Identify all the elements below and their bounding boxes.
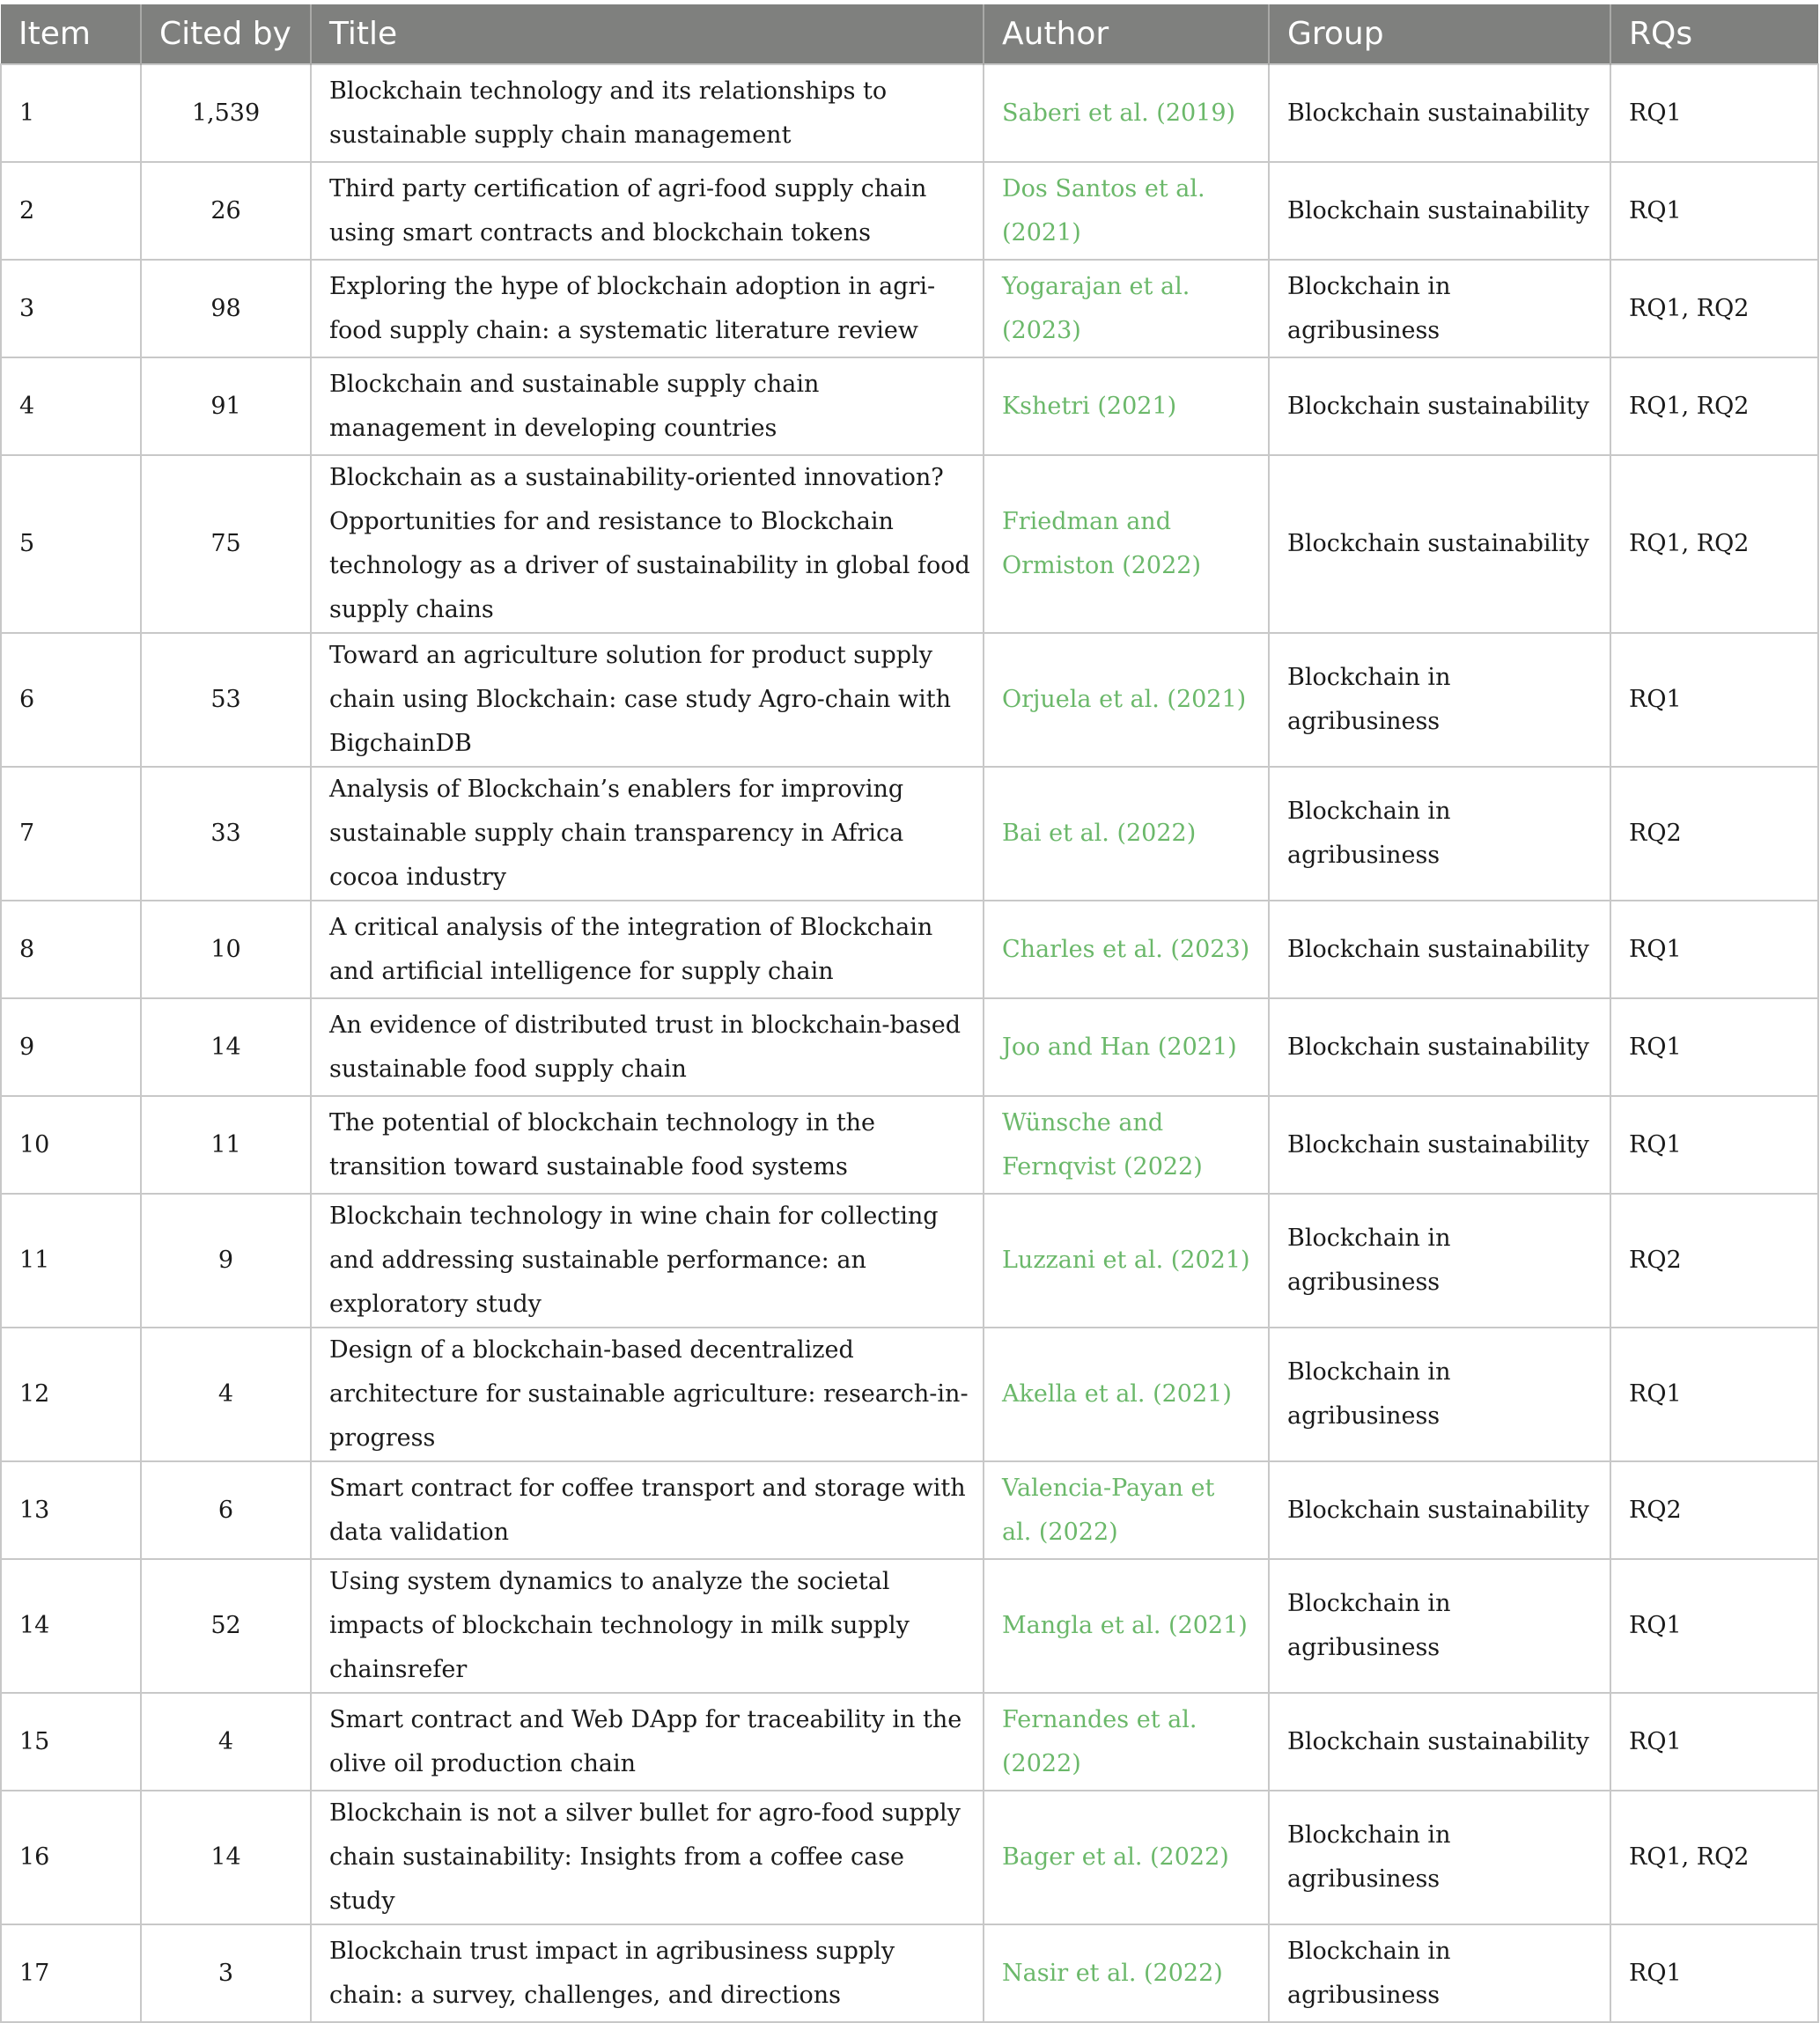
cell-item: 10 [1,1096,141,1194]
cell-title: Exploring the hype of blockchain adoption in agri-food supply chain: a systematic literature review [311,260,984,357]
cell-author-link[interactable]: Wünsche and Fernqvist (2022) [984,1096,1269,1194]
cell-author-link[interactable]: Saberi et al. (2019) [984,64,1269,162]
cell-rqs: RQ1 [1610,633,1818,767]
cell-author-link[interactable]: Akella et al. (2021) [984,1328,1269,1461]
cell-author-link[interactable]: Charles et al. (2023) [984,901,1269,998]
cell-cited-by: 91 [141,357,311,455]
cell-author-link[interactable]: Bager et al. (2022) [984,1791,1269,1924]
cell-group: Blockchain sustainability [1269,357,1610,455]
cell-cited-by: 6 [141,1461,311,1559]
cell-group: Blockchain in agribusiness [1269,633,1610,767]
cell-item: 6 [1,633,141,767]
cell-group: Blockchain sustainability [1269,998,1610,1096]
cell-title: An evidence of distributed trust in blockchain-based sustainable food supply chain [311,998,984,1096]
cell-rqs: RQ1, RQ2 [1610,357,1818,455]
cell-item: 2 [1,162,141,260]
cell-group: Blockchain sustainability [1269,455,1610,633]
cell-group: Blockchain in agribusiness [1269,767,1610,901]
cell-group: Blockchain sustainability [1269,1461,1610,1559]
cell-rqs: RQ2 [1610,1461,1818,1559]
cell-item: 15 [1,1693,141,1791]
table-row [1,901,1818,998]
cell-cited-by: 52 [141,1559,311,1693]
cell-author-link[interactable]: Fernandes et al. (2022) [984,1693,1269,1791]
cell-rqs: RQ1 [1610,1693,1818,1791]
cell-rqs: RQ1 [1610,1096,1818,1194]
cell-item: 9 [1,998,141,1096]
cell-rqs: RQ1, RQ2 [1610,260,1818,357]
table-row [1,260,1818,357]
cell-cited-by: 14 [141,998,311,1096]
cell-group: Blockchain in agribusiness [1269,1791,1610,1924]
cell-title: Toward an agriculture solution for product supply chain using Blockchain: case study Agro-chain with BigchainDB [311,633,984,767]
cell-author-link[interactable]: Orjuela et al. (2021) [984,633,1269,767]
cell-cited-by: 4 [141,1328,311,1461]
table-row [1,1194,1818,1328]
table-body [1,64,1818,2022]
header-cited-by: Cited by [141,4,311,64]
cell-item: 3 [1,260,141,357]
cell-cited-by: 3 [141,1924,311,2022]
table-row [1,1924,1818,2022]
table-row [1,1559,1818,1693]
cell-cited-by: 4 [141,1693,311,1791]
cell-rqs: RQ2 [1610,767,1818,901]
cell-title: Smart contract for coffee transport and storage with data validation [311,1461,984,1559]
table-row [1,1693,1818,1791]
cell-author-link[interactable]: Dos Santos et al. (2021) [984,162,1269,260]
cell-cited-by: 1,539 [141,64,311,162]
cell-item: 17 [1,1924,141,2022]
cell-item: 14 [1,1559,141,1693]
table-row [1,1791,1818,1924]
cell-rqs: RQ2 [1610,1194,1818,1328]
table-row [1,64,1818,162]
cell-cited-by: 9 [141,1194,311,1328]
cell-author-link[interactable]: Luzzani et al. (2021) [984,1194,1269,1328]
header-row [1,4,1818,64]
cell-item: 5 [1,455,141,633]
cell-group: Blockchain in agribusiness [1269,1194,1610,1328]
header-group: Group [1269,4,1610,64]
cell-cited-by: 11 [141,1096,311,1194]
table-row [1,767,1818,901]
table-header [1,4,1818,64]
cell-item: 16 [1,1791,141,1924]
table-row [1,1461,1818,1559]
cell-title: Blockchain and sustainable supply chain management in developing countries [311,357,984,455]
cell-title: Blockchain technology and its relationships to sustainable supply chain management [311,64,984,162]
cell-title: Using system dynamics to analyze the societal impacts of blockchain technology in milk supply chainsrefer [311,1559,984,1693]
cell-rqs: RQ1, RQ2 [1610,455,1818,633]
cell-item: 8 [1,901,141,998]
cell-title: Smart contract and Web DApp for traceability in the olive oil production chain [311,1693,984,1791]
header-author: Author [984,4,1269,64]
cell-title: Blockchain trust impact in agribusiness supply chain: a survey, challenges, and directions [311,1924,984,2022]
cell-rqs: RQ1 [1610,998,1818,1096]
cell-item: 7 [1,767,141,901]
cell-cited-by: 75 [141,455,311,633]
cell-group: Blockchain in agribusiness [1269,1924,1610,2022]
cell-author-link[interactable]: Bai et al. (2022) [984,767,1269,901]
cell-author-link[interactable]: Mangla et al. (2021) [984,1559,1269,1693]
table-row [1,1328,1818,1461]
cell-group: Blockchain in agribusiness [1269,260,1610,357]
cell-rqs: RQ1 [1610,1924,1818,2022]
cell-item: 1 [1,64,141,162]
cell-item: 12 [1,1328,141,1461]
cell-rqs: RQ1 [1610,1328,1818,1461]
table-row [1,1096,1818,1194]
cell-author-link[interactable]: Friedman and Ormiston (2022) [984,455,1269,633]
cell-title: Design of a blockchain-based decentralized architecture for sustainable agriculture: research-in-progress [311,1328,984,1461]
cell-title: The potential of blockchain technology in the transition toward sustainable food systems [311,1096,984,1194]
cell-group: Blockchain sustainability [1269,162,1610,260]
header-title: Title [311,4,984,64]
cell-group: Blockchain sustainability [1269,901,1610,998]
header-rqs: RQs [1610,4,1818,64]
cell-cited-by: 14 [141,1791,311,1924]
cell-rqs: RQ1 [1610,1559,1818,1693]
literature-table [0,4,1819,2023]
cell-cited-by: 98 [141,260,311,357]
cell-cited-by: 10 [141,901,311,998]
cell-group: Blockchain in agribusiness [1269,1328,1610,1461]
table-row [1,455,1818,633]
table-row [1,998,1818,1096]
table-row [1,633,1818,767]
table-row [1,357,1818,455]
cell-cited-by: 53 [141,633,311,767]
cell-group: Blockchain sustainability [1269,64,1610,162]
table-row [1,162,1818,260]
cell-title: Blockchain is not a silver bullet for agro-food supply chain sustainability: Insights from a coffee case study [311,1791,984,1924]
cell-item: 11 [1,1194,141,1328]
cell-group: Blockchain sustainability [1269,1096,1610,1194]
header-item: Item [18,16,91,52]
cell-title: Analysis of Blockchain’s enablers for improving sustainable supply chain transparency in Africa cocoa industry [311,767,984,901]
cell-group: Blockchain in agribusiness [1269,1559,1610,1693]
cell-group: Blockchain sustainability [1269,1693,1610,1791]
cell-title: Blockchain as a sustainability-oriented innovation? Opportunities for and resistance to Blockchain technology as a driver of sustainability in global food supply chains [311,455,984,633]
cell-rqs: RQ1 [1610,162,1818,260]
cell-author-link[interactable]: Nasir et al. (2022) [984,1924,1269,2022]
cell-author-link[interactable]: Kshetri (2021) [984,357,1269,455]
cell-author-link[interactable]: Joo and Han (2021) [984,998,1269,1096]
cell-title: Third party certification of agri-food supply chain using smart contracts and blockchain tokens [311,162,984,260]
cell-cited-by: 33 [141,767,311,901]
cell-rqs: RQ1, RQ2 [1610,1791,1818,1924]
cell-title: Blockchain technology in wine chain for collecting and addressing sustainable performance: an exploratory study [311,1194,984,1328]
cell-cited-by: 26 [141,162,311,260]
cell-rqs: RQ1 [1610,64,1818,162]
cell-author-link[interactable]: Valencia-Payan et al. (2022) [984,1461,1269,1559]
cell-rqs: RQ1 [1610,901,1818,998]
cell-item: 13 [1,1461,141,1559]
cell-item: 4 [1,357,141,455]
cell-author-link[interactable]: Yogarajan et al. (2023) [984,260,1269,357]
cell-title: A critical analysis of the integration of Blockchain and artificial intelligence for supply chain [311,901,984,998]
